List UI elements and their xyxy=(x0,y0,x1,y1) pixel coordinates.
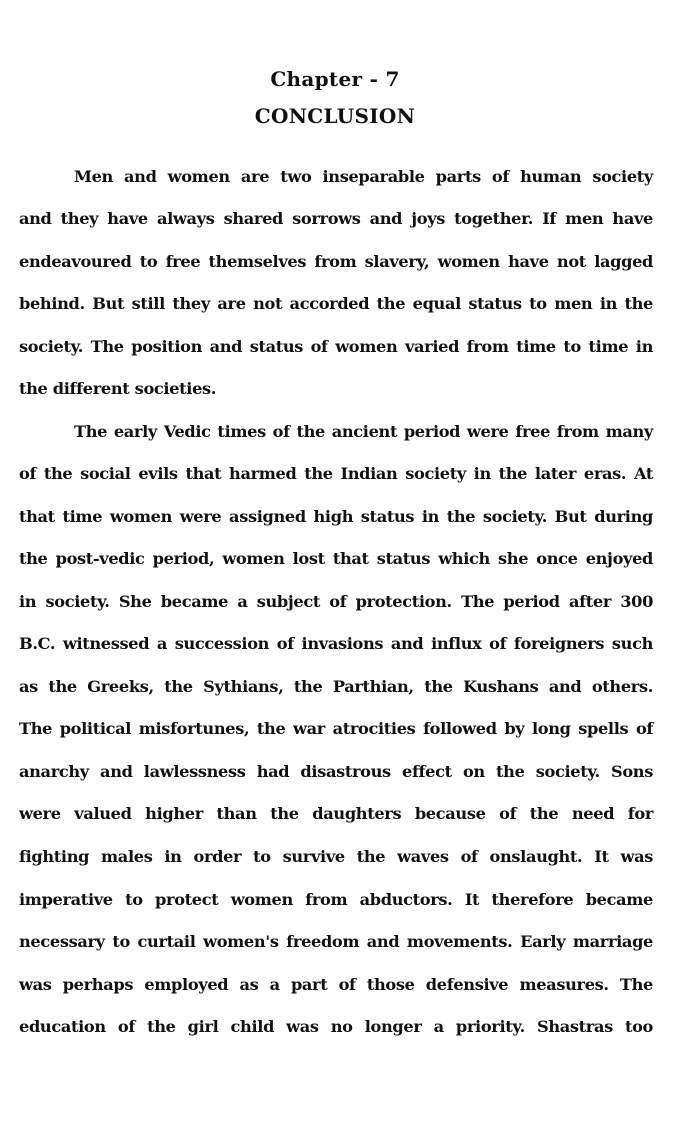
text-line: imperative to protect women from abductors. It therefore became xyxy=(19,890,653,909)
text-line: that time women were assigned high status in the society. But during xyxy=(19,507,653,526)
text-line: B.C. witnessed a succession of invasions and influx of foreigners such xyxy=(19,634,653,653)
text-line: the post-vedic period, women lost that status which she once enjoyed xyxy=(19,549,653,568)
text-line: in society. She became a subject of protection. The period after 300 xyxy=(19,592,653,611)
text-line: and they have always shared sorrows and joys together. If men have xyxy=(19,209,653,228)
text-line: anarchy and lawlessness had disastrous effect on the society. Sons xyxy=(19,762,653,781)
text-line: fighting males in order to survive the waves of onslaught. It was xyxy=(19,847,653,866)
text-line: as the Greeks, the Sythians, the Parthian, the Kushans and others. xyxy=(19,677,653,696)
chapter-label: Chapter - 7 xyxy=(270,67,400,91)
text-line: behind. But still they are not accorded the equal status to men in the xyxy=(19,294,653,313)
text-line: endeavoured to free themselves from slavery, women have not lagged xyxy=(19,252,653,271)
text-line: The political misfortunes, the war atrocities followed by long spells of xyxy=(19,719,653,738)
text-line: education of the girl child was no longer a priority. Shastras too xyxy=(19,1017,653,1036)
chapter-title: CONCLUSION xyxy=(254,104,416,128)
text-line: necessary to curtail women's freedom and movements. Early marriage xyxy=(19,932,653,951)
text-line: were valued higher than the daughters because of the need for xyxy=(19,804,653,823)
text-line: was perhaps employed as a part of those defensive measures. The xyxy=(19,975,653,994)
text-line: The early Vedic times of the ancient period were free from many xyxy=(74,422,653,441)
text-line: of the social evils that harmed the Indian society in the later eras. At xyxy=(19,464,653,483)
text-line: the different societies. xyxy=(19,379,217,398)
text-line: society. The position and status of women varied from time to time in xyxy=(19,337,653,356)
text-line: Men and women are two inseparable parts of human society xyxy=(74,167,653,186)
